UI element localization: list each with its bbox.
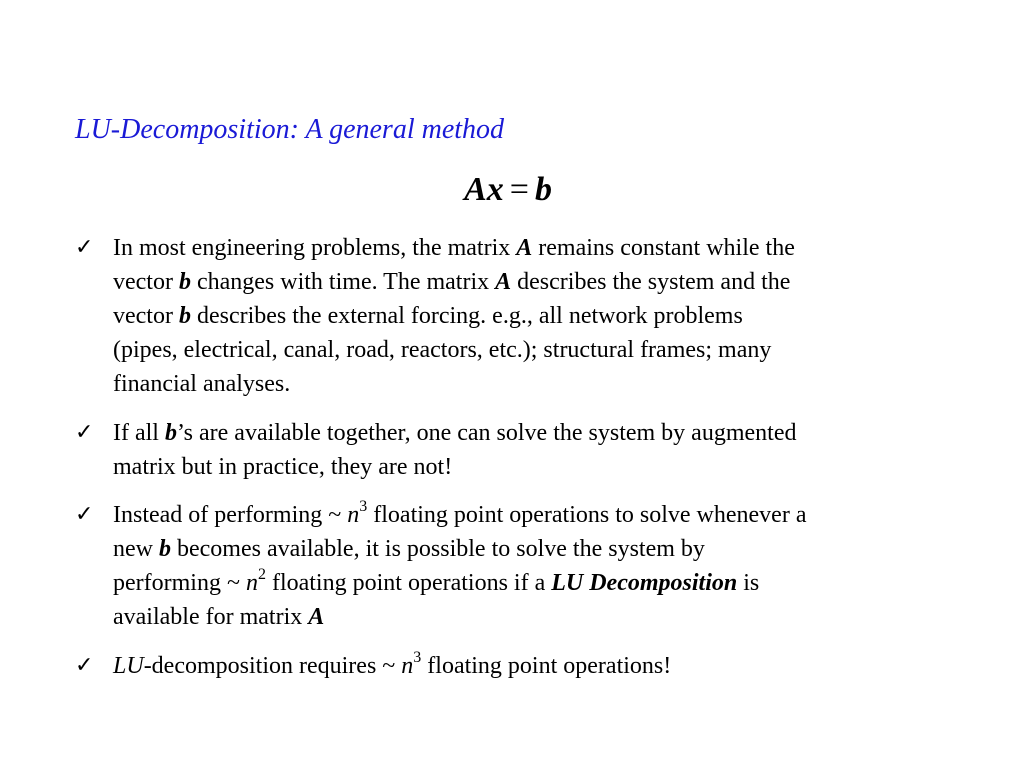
exponent: 3 [413, 649, 422, 666]
lu-decomposition-emphasis: LU Decomposition [551, 570, 738, 596]
bullet-line: vector b changes with time. The matrix A describes the system and the [113, 269, 791, 295]
math-var: n [245, 570, 258, 596]
math-var: A [516, 235, 533, 261]
checkmark-icon: ✓ [75, 420, 94, 445]
bullet-text [113, 498, 955, 634]
bullet-line: performing ~ $n^2$ floating point operations if a LU Decomposition is [113, 566, 760, 596]
math-var: LU [113, 653, 144, 679]
math-var: n [347, 502, 360, 528]
math-var: b [164, 420, 177, 446]
bullet-text [113, 231, 955, 401]
bullet-line: new b becomes available, it is possible to solve the system by [113, 536, 705, 562]
math-var: A [308, 604, 325, 630]
bullet-line: Instead of performing ~ $n^3$ floating point operations to solve whenever a [113, 498, 807, 528]
math-var: A [495, 269, 512, 295]
checkmark-icon: ✓ [75, 235, 94, 260]
checkmark-icon: ✓ [75, 502, 94, 527]
bullet-text [113, 416, 955, 484]
bullet-line: If all b’s are available together, one can solve the system by augmented [113, 420, 797, 446]
equation-sign: = [509, 171, 529, 208]
math-var: n [401, 653, 414, 679]
bullet-line: financial analyses. [113, 371, 291, 397]
bullet-line: (pipes, electrical, canal, road, reactors, etc.); structural frames; many [113, 337, 772, 363]
exponent: 2 [257, 566, 266, 583]
bullet-line: vector b describes the external forcing. e.g., all network problems [113, 303, 743, 329]
equation-lhs: Ax [464, 171, 504, 208]
math-var: b [178, 269, 191, 295]
equation-rhs: b [534, 171, 552, 208]
exponent: 3 [359, 498, 368, 515]
math-var: b [158, 536, 171, 562]
checkmark-icon: ✓ [75, 653, 94, 678]
slide-title: LU-Decomposition: A general method [75, 114, 505, 145]
equation [0, 171, 1016, 209]
bullet-text [113, 649, 955, 683]
bullet-line: matrix but in practice, they are not! [113, 454, 453, 480]
bullet-line: LU-decomposition requires ~ $n^3$ floating point operations! [113, 649, 672, 679]
bullet-line: In most engineering problems, the matrix A remains constant while the [113, 235, 795, 261]
math-var: b [178, 303, 191, 329]
bullet-line: available for matrix A [113, 604, 325, 630]
